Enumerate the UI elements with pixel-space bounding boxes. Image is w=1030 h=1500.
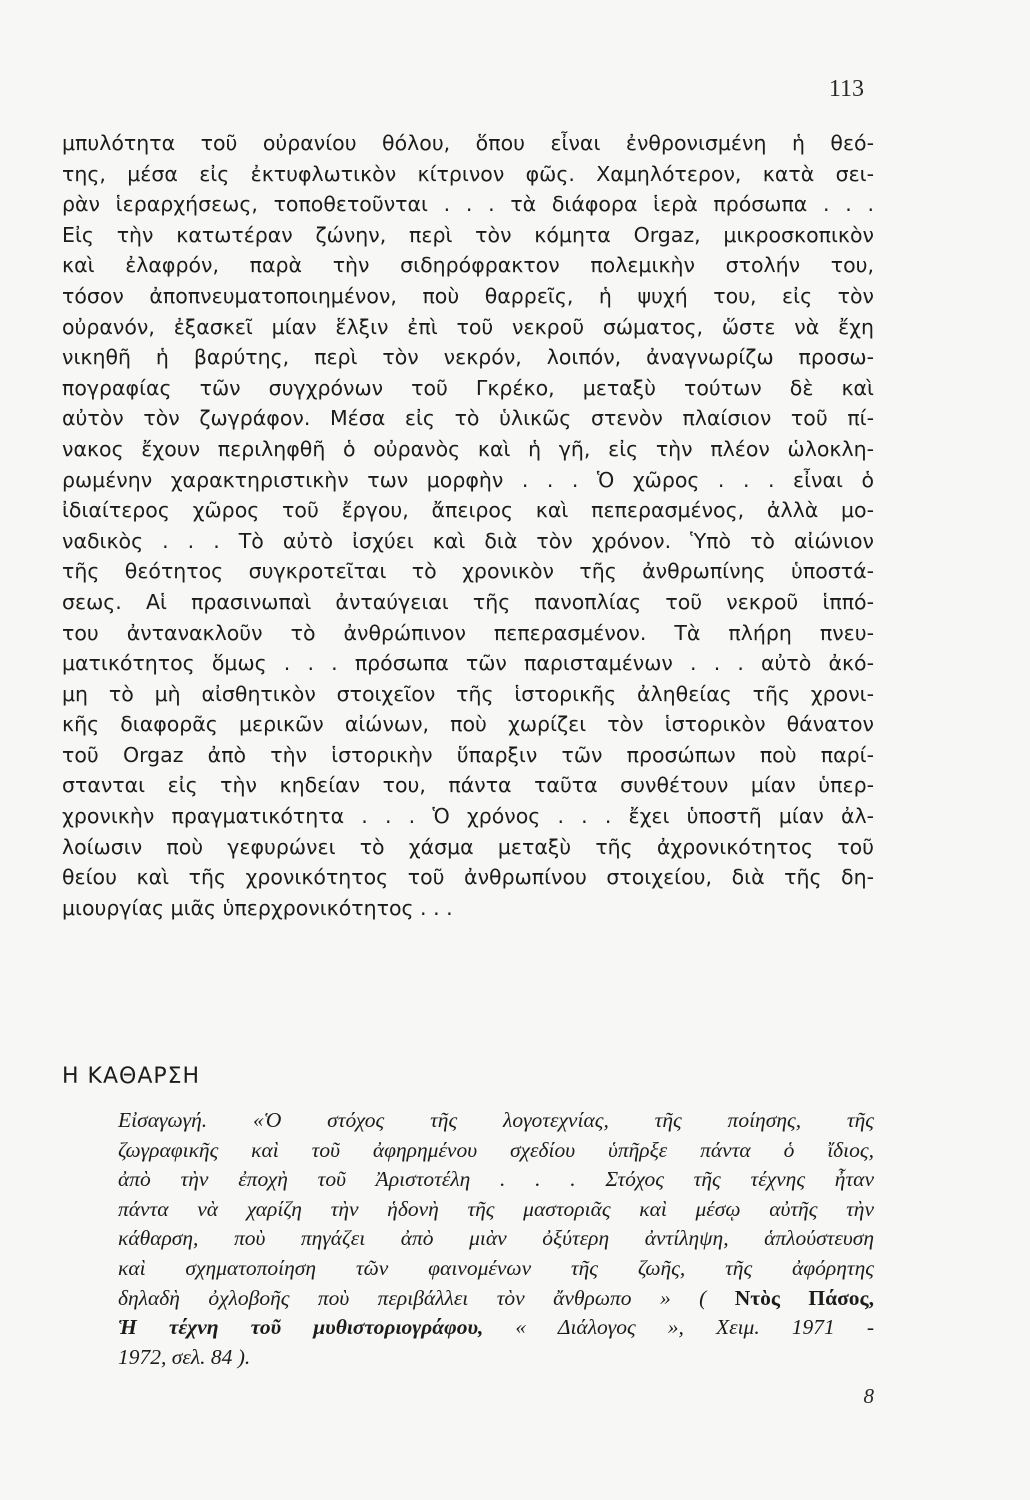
text-line: τοῦ Orgaz ἀπὸ τὴν ἱστορικὴν ὕπαρξιν τῶν προσώπων ποὺ παρί- bbox=[62, 742, 874, 767]
text-line: χρονικὴν πραγματικότητα . . . Ὁ χρόνος . . . ἔχει ὑποστῆ μίαν ἀλ- bbox=[62, 804, 874, 829]
text-line: μη τὸ μὴ αἰσθητικὸν στοιχεῖον τῆς ἱστορικῆς ἀληθείας τῆς χρονι- bbox=[62, 681, 874, 706]
text-line: πογραφίας τῶν συγχρόνων τοῦ Γκρέκο, μεταξὺ τούτων δὲ καὶ bbox=[62, 375, 874, 400]
text-line: αὐτὸν τὸν ζωγράφον. Μέσα εἰς τὸ ὑλικῶς στενὸν πλαίσιον τοῦ πί- bbox=[62, 406, 874, 431]
intro-quote bbox=[118, 1106, 874, 1372]
quote-line-text: δηλαδὴ ὀχλοβοῆς ποὺ περιβάλλει τὸν ἄνθρωπο » ( bbox=[118, 1285, 707, 1310]
quote-line bbox=[118, 1284, 874, 1314]
quote-author: Ντὸς Πάσος, bbox=[734, 1285, 874, 1310]
text-line: στανται εἰς τὴν κηδείαν του, πάντα ταῦτα συνθέτουν μίαν ὑπερ- bbox=[62, 773, 874, 798]
text-line: τόσον ἀποπνευματοποιημένον, ποὺ θαρρεῖς, ἡ ψυχή του, εἰς τὸν bbox=[62, 283, 874, 308]
section-heading: Η ΚΑΘΑΡΣΗ bbox=[62, 1064, 201, 1089]
text-line: ναδικὸς . . . Τὸ αὐτὸ ἰσχύει καὶ διὰ τὸν χρόνον. Ὑπὸ τὸ αἰώνιον bbox=[62, 528, 874, 553]
quote-line: ζωγραφικῆς καὶ τοῦ ἀφηρημένου σχεδίου ὑπῆρξε πάντα ὁ ἴδιος, bbox=[118, 1137, 874, 1162]
text-line: του ἀντανακλοῦν τὸ ἀνθρώπινον πεπερασμένον. Τὰ πλήρη πνευ- bbox=[62, 620, 874, 645]
text-line: μιουργίας μιᾶς ὑπερχρονικότητος . . . bbox=[62, 895, 453, 920]
text-line: θείου καὶ τῆς χρονικότητος τοῦ ἀνθρωπίνου στοιχείου, διὰ τῆς δη- bbox=[62, 865, 874, 890]
text-line: μπυλότητα τοῦ οὐρανίου θόλου, ὅπου εἶναι ἐνθρονισμένη ἡ θεό- bbox=[62, 131, 874, 155]
text-line: ρὰν ἱεραρχήσεως, τοποθετοῦνται . . . τὰ διάφορα ἱερὰ πρόσωπα . . . bbox=[62, 192, 874, 217]
text-line: κῆς διαφορᾶς μερικῶν αἰώνων, ποὺ χωρίζει τὸν ἱστορικὸν θάνατον bbox=[62, 712, 874, 737]
text-line: νικηθῆ ἡ βαρύτης, περὶ τὸν νεκρόν, λοιπόν, ἀναγνωρίζω προσω- bbox=[62, 345, 874, 370]
quote-line: καὶ σχηματοποίηση τῶν φαινομένων τῆς ζωῆς, τῆς ἀφόρητης bbox=[118, 1255, 874, 1280]
quote-line: πάντα νὰ χαρίζη τὴν ἡδονὴ τῆς μαστοριᾶς καὶ μέσῳ αὐτῆς τὴν bbox=[118, 1196, 874, 1221]
quote-line: ἀπὸ τὴν ἐποχὴ τοῦ Ἀριστοτέλη . . . Στόχος τῆς τέχνης ἦταν bbox=[118, 1167, 874, 1192]
text-line: τῆς θεότητος συγκροτεῖται τὸ χρονικὸν τῆς ἀνθρωπίνης ὑποστά- bbox=[62, 559, 874, 584]
text-line: καὶ ἐλαφρόν, παρὰ τὴν σιδηρόφρακτον πολεμικὴν στολήν του, bbox=[62, 253, 874, 278]
text-line: ἰδιαίτερος χῶρος τοῦ ἔργου, ἄπειρος καὶ πεπερασμένος, ἀλλὰ μο- bbox=[62, 498, 874, 523]
quote-line: Εἰσαγωγή. «Ὁ στόχος τῆς λογοτεχνίας, τῆς ποίησης, τῆς bbox=[118, 1108, 874, 1132]
text-line: λοίωσιν ποὺ γεφυρώνει τὸ χάσμα μεταξὺ τῆς ἀχρονικότητος τοῦ bbox=[62, 834, 874, 859]
text-line: οὐρανόν, ἐξασκεῖ μίαν ἕλξιν ἐπὶ τοῦ νεκροῦ σώματος, ὥστε νὰ ἔχη bbox=[62, 314, 874, 339]
quote-work-title: Ἡ τέχνη τοῦ μυθιστοριογράφου, bbox=[118, 1315, 484, 1340]
text-line: ρωμένην χαρακτηριστικὴν των μορφὴν . . . Ὁ χῶρος . . . εἶναι ὁ bbox=[62, 467, 874, 492]
quote-line: κάθαρση, ποὺ πηγάζει ἀπὸ μιὰν ὀξύτερη ἀντίληψη, ἁπλούστευση bbox=[118, 1226, 874, 1251]
quote-source: « Διάλογος », Χειμ. 1971 - bbox=[515, 1315, 874, 1340]
text-line: της, μέσα εἰς ἐκτυφλωτικὸν κίτρινον φῶς. Χαμηλότερον, κατὰ σει- bbox=[62, 161, 874, 186]
signature-mark: 8 bbox=[863, 1384, 874, 1408]
text-line: σεως. Αἱ πρασινωπαὶ ἀνταύγειαι τῆς πανοπλίας τοῦ νεκροῦ ἱππό- bbox=[62, 589, 874, 614]
page-number: 113 bbox=[828, 76, 864, 102]
text-line: Εἰς τὴν κατωτέραν ζώνην, περὶ τὸν κόμητα Orgaz, μικροσκοπικὸν bbox=[62, 222, 874, 247]
quote-line: 1972, σελ. 84 ). bbox=[118, 1344, 251, 1369]
quote-source-line bbox=[118, 1313, 874, 1343]
body-paragraph bbox=[62, 128, 874, 923]
text-line: ματικότητος ὅμως . . . πρόσωπα τῶν παρισταμένων . . . αὐτὸ ἀκό- bbox=[62, 651, 874, 676]
text-line: νακος ἔχουν περιληφθῆ ὁ οὐρανὸς καὶ ἡ γῆ, εἰς τὴν πλέον ὡλοκλη- bbox=[62, 436, 874, 461]
